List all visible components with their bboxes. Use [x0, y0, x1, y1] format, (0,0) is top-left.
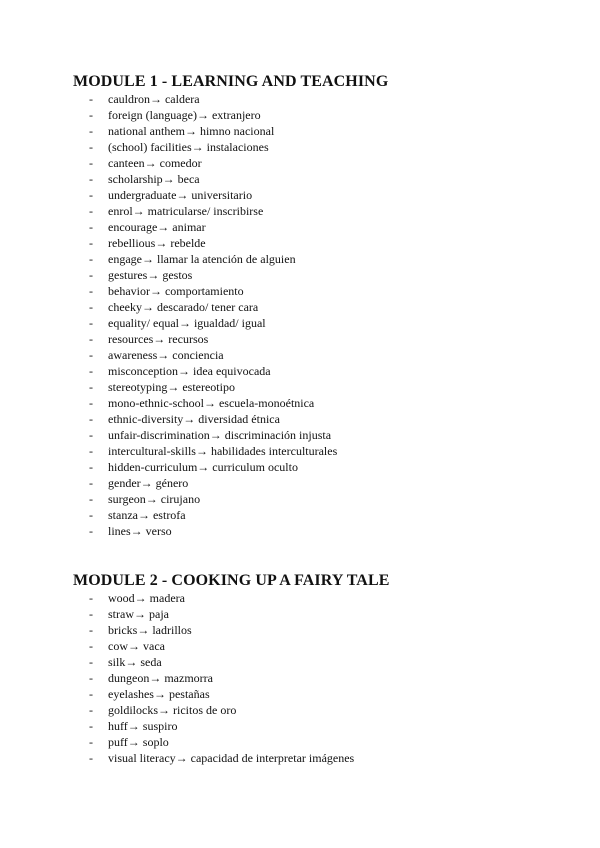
bullet-dash: -	[89, 380, 93, 394]
list-item	[73, 734, 390, 750]
bullet-dash: -	[89, 316, 93, 330]
list-item	[73, 235, 388, 251]
bullet-dash: -	[89, 623, 93, 637]
list-item	[73, 299, 388, 315]
vocabulary-entry: eyelashes→ pestañas	[108, 687, 210, 701]
list-item	[73, 347, 388, 363]
list-item	[73, 187, 388, 203]
list-item	[73, 622, 390, 638]
vocabulary-entry: encourage→ animar	[108, 220, 206, 234]
list-item	[73, 670, 390, 686]
list-item	[73, 123, 388, 139]
vocabulary-entry: wood→ madera	[108, 591, 185, 605]
bullet-dash: -	[89, 396, 93, 410]
list-item	[73, 507, 388, 523]
bullet-dash: -	[89, 655, 93, 669]
bullet-dash: -	[89, 428, 93, 442]
module-1-vocabulary-list	[73, 91, 388, 539]
vocabulary-entry: undergraduate→ universitario	[108, 188, 253, 202]
vocabulary-entry: engage→ llamar la atención de alguien	[108, 252, 296, 266]
list-item	[73, 379, 388, 395]
vocabulary-entry: goldilocks→ ricitos de oro	[108, 703, 237, 717]
vocabulary-entry: dungeon→ mazmorra	[108, 671, 213, 685]
bullet-dash: -	[89, 687, 93, 701]
vocabulary-entry: cheeky→ descarado/ tener cara	[108, 300, 259, 314]
list-item	[73, 606, 390, 622]
vocabulary-entry: intercultural-skills→ habilidades interculturales	[108, 444, 338, 458]
vocabulary-entry: bricks→ ladrillos	[108, 623, 192, 637]
module-1-section	[73, 73, 388, 539]
list-item	[73, 750, 390, 766]
bullet-dash: -	[89, 460, 93, 474]
list-item	[73, 475, 388, 491]
list-item	[73, 411, 388, 427]
vocabulary-entry: visual literacy→ capacidad de interpretar imágenes	[108, 751, 355, 765]
bullet-dash: -	[89, 92, 93, 106]
vocabulary-entry: rebellious→ rebelde	[108, 236, 206, 250]
list-item	[73, 491, 388, 507]
module-2-section	[73, 572, 390, 766]
list-item	[73, 590, 390, 606]
list-item	[73, 251, 388, 267]
list-item	[73, 686, 390, 702]
bullet-dash: -	[89, 751, 93, 765]
bullet-dash: -	[89, 268, 93, 282]
vocabulary-entry: huff→ suspiro	[108, 719, 178, 733]
list-item	[73, 203, 388, 219]
list-item	[73, 155, 388, 171]
vocabulary-entry: stanza→ estrofa	[108, 508, 186, 522]
vocabulary-entry: foreign (language)→ extranjero	[108, 108, 261, 122]
list-item	[73, 395, 388, 411]
bullet-dash: -	[89, 252, 93, 266]
bullet-dash: -	[89, 591, 93, 605]
list-item	[73, 443, 388, 459]
bullet-dash: -	[89, 703, 93, 717]
bullet-dash: -	[89, 719, 93, 733]
bullet-dash: -	[89, 492, 93, 506]
bullet-dash: -	[89, 172, 93, 186]
bullet-dash: -	[89, 188, 93, 202]
vocabulary-entry: stereotyping→ estereotipo	[108, 380, 235, 394]
vocabulary-entry: silk→ seda	[108, 655, 162, 669]
bullet-dash: -	[89, 140, 93, 154]
module-2-heading: MODULE 2 - COOKING UP A FAIRY TALE	[73, 572, 390, 589]
vocabulary-entry: surgeon→ cirujano	[108, 492, 201, 506]
bullet-dash: -	[89, 364, 93, 378]
bullet-dash: -	[89, 236, 93, 250]
vocabulary-entry: resources→ recursos	[108, 332, 209, 346]
bullet-dash: -	[89, 108, 93, 122]
bullet-dash: -	[89, 204, 93, 218]
vocabulary-entry: gestures→ gestos	[108, 268, 193, 282]
list-item	[73, 331, 388, 347]
vocabulary-entry: puff→ soplo	[108, 735, 169, 749]
list-item	[73, 91, 388, 107]
vocabulary-entry: behavior→ comportamiento	[108, 284, 244, 298]
list-item	[73, 459, 388, 475]
vocabulary-entry: canteen→ comedor	[108, 156, 202, 170]
bullet-dash: -	[89, 156, 93, 170]
vocabulary-entry: hidden-curriculum→ curriculum oculto	[108, 460, 298, 474]
list-item	[73, 139, 388, 155]
vocabulary-entry: (school) facilities→ instalaciones	[108, 140, 269, 154]
vocabulary-entry: scholarship→ beca	[108, 172, 200, 186]
vocabulary-entry: national anthem→ himno nacional	[108, 124, 275, 138]
bullet-dash: -	[89, 639, 93, 653]
vocabulary-entry: cauldron→ caldera	[108, 92, 200, 106]
bullet-dash: -	[89, 735, 93, 749]
list-item	[73, 107, 388, 123]
vocabulary-entry: unfair-discrimination→ discriminación injusta	[108, 428, 332, 442]
vocabulary-entry: enrol→ matricularse/ inscribirse	[108, 204, 264, 218]
bullet-dash: -	[89, 284, 93, 298]
vocabulary-entry: gender→ género	[108, 476, 189, 490]
list-item	[73, 702, 390, 718]
vocabulary-entry: mono-ethnic-school→ escuela-monoétnica	[108, 396, 315, 410]
vocabulary-entry: cow→ vaca	[108, 639, 165, 653]
vocabulary-entry: misconception→ idea equivocada	[108, 364, 271, 378]
bullet-dash: -	[89, 300, 93, 314]
bullet-dash: -	[89, 220, 93, 234]
bullet-dash: -	[89, 671, 93, 685]
bullet-dash: -	[89, 524, 93, 538]
list-item	[73, 523, 388, 539]
bullet-dash: -	[89, 124, 93, 138]
module-1-heading: MODULE 1 - LEARNING AND TEACHING	[73, 73, 389, 90]
list-item	[73, 718, 390, 734]
bullet-dash: -	[89, 444, 93, 458]
bullet-dash: -	[89, 508, 93, 522]
vocabulary-entry: straw→ paja	[108, 607, 169, 621]
bullet-dash: -	[89, 412, 93, 426]
vocabulary-entry: awareness→ conciencia	[108, 348, 224, 362]
list-item	[73, 654, 390, 670]
bullet-dash: -	[89, 476, 93, 490]
vocabulary-entry: equality/ equal→ igualdad/ igual	[108, 316, 266, 330]
bullet-dash: -	[89, 332, 93, 346]
list-item	[73, 315, 388, 331]
list-item	[73, 283, 388, 299]
bullet-dash: -	[89, 607, 93, 621]
vocabulary-entry: lines→ verso	[108, 524, 172, 538]
list-item	[73, 638, 390, 654]
list-item	[73, 363, 388, 379]
module-2-vocabulary-list	[73, 590, 390, 766]
vocabulary-entry: ethnic-diversity→ diversidad étnica	[108, 412, 280, 426]
list-item	[73, 171, 388, 187]
list-item	[73, 267, 388, 283]
list-item	[73, 427, 388, 443]
bullet-dash: -	[89, 348, 93, 362]
list-item	[73, 219, 388, 235]
